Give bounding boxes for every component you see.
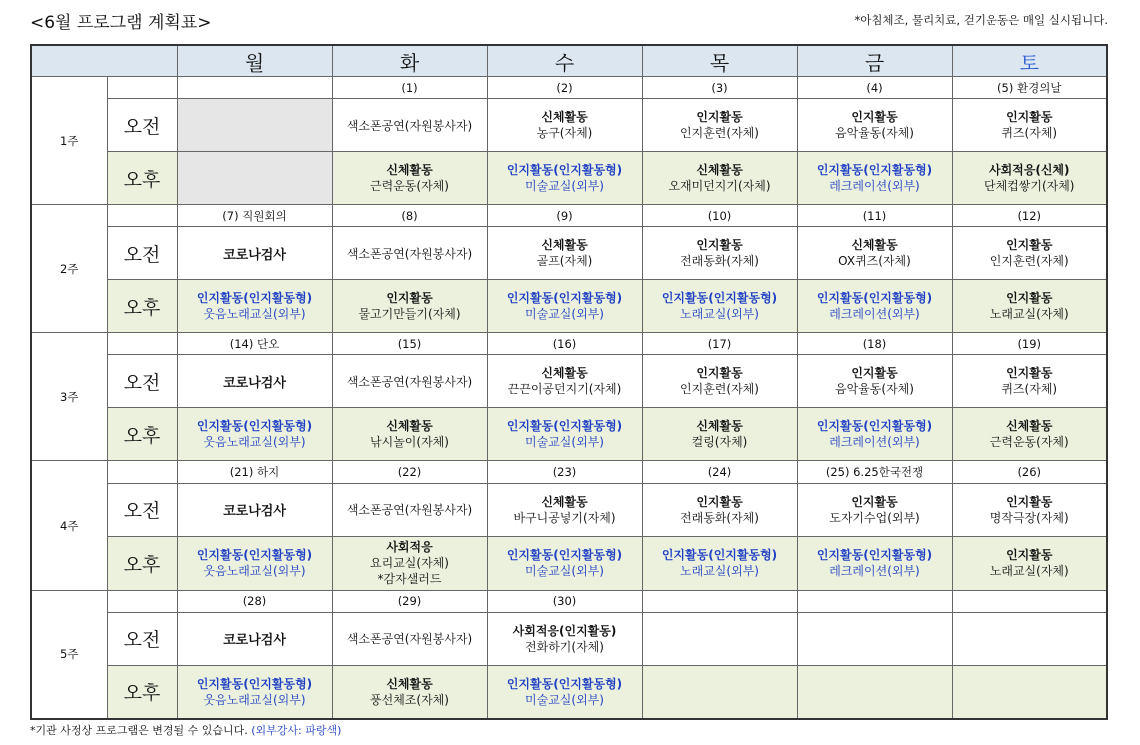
activity-cell — [952, 227, 1107, 280]
date-row-spacer — [107, 590, 177, 612]
morning-row — [31, 99, 1107, 152]
afternoon-row — [31, 152, 1107, 205]
activity-cell — [332, 408, 487, 461]
activity-cell — [642, 665, 797, 719]
week-label: 4주 — [31, 461, 107, 590]
date-cell: (22) — [332, 461, 487, 483]
afternoon-label: 오후 — [107, 280, 177, 333]
activity-cell — [797, 99, 952, 152]
activity-cell — [797, 612, 952, 665]
activity-detail: 전화하기(자체) — [525, 639, 604, 654]
activity-cell — [952, 665, 1107, 719]
date-cell: (18) — [797, 333, 952, 355]
date-cell: (8) — [332, 205, 487, 227]
activity-cell — [177, 408, 332, 461]
activity-detail: 근력운동(자체) — [989, 435, 1069, 450]
activity-detail: 노래교실(자체) — [989, 307, 1069, 322]
week-label: 5주 — [31, 590, 107, 719]
activity-cell — [177, 536, 332, 590]
activity-detail: 웃음노래교실(외부) — [203, 307, 306, 322]
activity-detail: 레크레이션(외부) — [829, 435, 920, 450]
activity-category: 신체활동 — [696, 163, 743, 178]
page-title: <6월 프로그램 계획표> — [30, 13, 212, 33]
date-cell: (15) — [332, 333, 487, 355]
activity-cell — [642, 152, 797, 205]
day-header: 화 — [332, 45, 487, 77]
activity-detail: 끈끈이공던지기(자체) — [507, 382, 622, 397]
activity-detail: 도자기수업(외부) — [829, 510, 920, 525]
date-cell: (28) — [177, 590, 332, 612]
activity-detail: 인지훈련(자체) — [680, 126, 759, 141]
date-cell: (12) — [952, 205, 1107, 227]
activity-category: 신체활동 — [541, 366, 588, 381]
activity-cell — [642, 612, 797, 665]
afternoon-row — [31, 280, 1107, 333]
activity-detail: 농구(자체) — [536, 126, 593, 141]
change-notice — [30, 722, 341, 738]
activity-cell — [642, 536, 797, 590]
activity-category: 신체활동 — [386, 163, 433, 178]
activity-cell — [797, 665, 952, 719]
activity-cell — [487, 227, 642, 280]
activity-category: 신체활동 — [386, 419, 433, 434]
activity-cell — [177, 152, 332, 205]
activity-detail: 미술교실(외부) — [525, 692, 604, 707]
date-cell: (16) — [487, 333, 642, 355]
activity-category: 인지활동(인지활동형) — [196, 291, 313, 306]
activity-detail: 미술교실(외부) — [525, 435, 604, 450]
afternoon-label: 오후 — [107, 152, 177, 205]
activity-cell — [797, 152, 952, 205]
activity-category: 신체활동 — [696, 419, 743, 434]
activity-cell — [797, 227, 952, 280]
activity-detail: 레크레이션(외부) — [829, 564, 920, 579]
activity-cell — [332, 483, 487, 536]
activity-text: 코로나검사 — [223, 633, 286, 649]
date-cell: (10) — [642, 205, 797, 227]
activity-cell — [952, 355, 1107, 408]
activity-category: 인지활동(인지활동형) — [816, 548, 933, 563]
activity-detail: 웃음노래교실(외부) — [203, 435, 306, 450]
morning-label: 오전 — [107, 612, 177, 665]
activity-cell — [487, 665, 642, 719]
activity-detail: 미술교실(외부) — [525, 564, 604, 579]
activity-cell — [487, 483, 642, 536]
activity-cell — [332, 355, 487, 408]
day-header: 금 — [797, 45, 952, 77]
activity-cell — [487, 536, 642, 590]
activity-category: 신체활동 — [541, 494, 588, 509]
activity-detail: OX퀴즈(자체) — [838, 254, 911, 269]
activity-cell — [642, 280, 797, 333]
activity-cell — [797, 280, 952, 333]
morning-label: 오전 — [107, 355, 177, 408]
activity-category: 신체활동 — [1006, 419, 1053, 434]
date-cell: (17) — [642, 333, 797, 355]
date-cell: (11) — [797, 205, 952, 227]
date-cell: (19) — [952, 333, 1107, 355]
activity-detail: 노래교실(자체) — [989, 564, 1069, 579]
activity-cell — [487, 408, 642, 461]
external-instructor-legend: (외부강사: 파랑색) — [251, 724, 342, 737]
date-cell: (9) — [487, 205, 642, 227]
date-cell — [177, 77, 332, 99]
activity-detail: 인지훈련(자체) — [989, 254, 1069, 269]
activity-cell — [332, 227, 487, 280]
activity-category: 사회적응(신체) — [988, 163, 1070, 178]
date-row-spacer — [107, 205, 177, 227]
day-header-saturday: 토 — [952, 45, 1107, 77]
date-cell: (29) — [332, 590, 487, 612]
activity-cell — [642, 227, 797, 280]
date-row — [31, 461, 1107, 483]
activity-cell — [332, 665, 487, 719]
date-cell: (30) — [487, 590, 642, 612]
activity-cell — [332, 612, 487, 665]
morning-label: 오전 — [107, 483, 177, 536]
activity-category: 인지활동(인지활동형) — [661, 548, 778, 563]
activity-detail: 전래동화(자체) — [680, 254, 759, 269]
activity-category: 인지활동 — [696, 110, 743, 125]
date-cell: (25) 6.25한국전쟁 — [797, 461, 952, 483]
activity-detail: 명작극장(자체) — [989, 510, 1069, 525]
date-cell — [952, 590, 1107, 612]
activity-detail: 골프(자체) — [536, 254, 593, 269]
activity-cell — [952, 536, 1107, 590]
activity-detail: 미술교실(외부) — [525, 179, 604, 194]
date-cell: (4) — [797, 77, 952, 99]
activity-category: 인지활동(인지활동형) — [506, 163, 623, 178]
week-label: 2주 — [31, 205, 107, 333]
activity-detail: 레크레이션(외부) — [829, 307, 920, 322]
date-cell: (23) — [487, 461, 642, 483]
activity-note: *감자샐러드 — [377, 572, 442, 587]
date-cell: (26) — [952, 461, 1107, 483]
activity-text: 색소폰공연(자원봉사자) — [346, 503, 473, 518]
activity-category: 인지활동 — [1006, 291, 1053, 306]
activity-cell — [487, 280, 642, 333]
activity-cell — [642, 408, 797, 461]
date-cell: (1) — [332, 77, 487, 99]
daily-activities-note: *아침체조, 물리치료, 걷기운동은 매일 실시됩니다. — [854, 13, 1108, 27]
activity-category: 인지활동 — [1006, 238, 1053, 253]
activity-category: 인지활동 — [1006, 366, 1053, 381]
activity-cell — [797, 483, 952, 536]
afternoon-row — [31, 408, 1107, 461]
day-header: 월 — [177, 45, 332, 77]
morning-label: 오전 — [107, 227, 177, 280]
activity-cell — [952, 408, 1107, 461]
morning-label: 오전 — [107, 99, 177, 152]
date-cell: (21) 하지 — [177, 461, 332, 483]
activity-category: 인지활동 — [1006, 494, 1053, 509]
activity-detail: 오재미던지기(자체) — [668, 179, 771, 194]
activity-text: 색소폰공연(자원봉사자) — [346, 118, 473, 133]
activity-cell — [797, 408, 952, 461]
date-row-spacer — [107, 77, 177, 99]
activity-detail: 미술교실(외부) — [525, 307, 604, 322]
activity-cell — [177, 355, 332, 408]
activity-text: 코로나검사 — [223, 247, 286, 263]
activity-category: 인지활동(인지활동형) — [196, 676, 313, 691]
activity-category: 신체활동 — [386, 676, 433, 691]
date-cell: (2) — [487, 77, 642, 99]
afternoon-row — [31, 536, 1107, 590]
activity-cell — [952, 612, 1107, 665]
activity-cell — [177, 665, 332, 719]
activity-category: 인지활동(인지활동형) — [506, 548, 623, 563]
activity-cell — [332, 99, 487, 152]
morning-row — [31, 483, 1107, 536]
date-cell: (24) — [642, 461, 797, 483]
activity-category: 인지활동(인지활동형) — [661, 291, 778, 306]
activity-text: 색소폰공연(자원봉사자) — [346, 374, 473, 389]
activity-cell — [952, 99, 1107, 152]
afternoon-label: 오후 — [107, 665, 177, 719]
day-header-row — [31, 45, 1107, 77]
activity-category: 사회적응(인지활동) — [512, 623, 617, 638]
activity-detail: 낚시놀이(자체) — [370, 435, 449, 450]
activity-cell — [797, 355, 952, 408]
activity-text: 색소폰공연(자원봉사자) — [346, 632, 473, 647]
activity-text: 색소폰공연(자원봉사자) — [346, 246, 473, 261]
activity-detail: 음악율동(자체) — [835, 382, 914, 397]
activity-detail: 물고기만들기(자체) — [358, 307, 461, 322]
activity-category: 인지활동(인지활동형) — [816, 419, 933, 434]
activity-category: 인지활동 — [1006, 110, 1053, 125]
activity-detail: 컬링(자체) — [691, 435, 748, 450]
activity-cell — [332, 536, 487, 590]
activity-cell — [487, 355, 642, 408]
activity-cell — [177, 99, 332, 152]
activity-cell — [177, 227, 332, 280]
activity-cell — [642, 355, 797, 408]
day-header: 수 — [487, 45, 642, 77]
activity-category: 인지활동 — [1006, 548, 1053, 563]
date-row — [31, 77, 1107, 99]
activity-text: 코로나검사 — [223, 504, 286, 520]
activity-category: 인지활동 — [696, 494, 743, 509]
activity-detail: 풍선체조(자체) — [370, 692, 449, 707]
date-cell: (7) 직원회의 — [177, 205, 332, 227]
activity-detail: 퀴즈(자체) — [1001, 382, 1058, 397]
activity-cell — [797, 536, 952, 590]
date-cell: (14) 단오 — [177, 333, 332, 355]
activity-detail: 바구니공넣기(자체) — [513, 510, 616, 525]
activity-cell — [487, 612, 642, 665]
activity-category: 인지활동(인지활동형) — [506, 676, 623, 691]
activity-category: 인지활동(인지활동형) — [196, 548, 313, 563]
morning-row — [31, 355, 1107, 408]
activity-detail: 인지훈련(자체) — [680, 382, 759, 397]
activity-cell — [177, 280, 332, 333]
date-row — [31, 205, 1107, 227]
activity-category: 인지활동(인지활동형) — [196, 419, 313, 434]
activity-cell — [487, 99, 642, 152]
activity-category: 인지활동 — [851, 494, 898, 509]
activity-category: 신체활동 — [851, 238, 898, 253]
date-row — [31, 333, 1107, 355]
afternoon-label: 오후 — [107, 536, 177, 590]
activity-category: 인지활동(인지활동형) — [816, 163, 933, 178]
schedule-table — [30, 44, 1108, 720]
activity-detail: 퀴즈(자체) — [1001, 126, 1058, 141]
activity-detail: 노래교실(외부) — [680, 307, 759, 322]
date-cell: (5) 환경의날 — [952, 77, 1107, 99]
activity-cell — [332, 280, 487, 333]
activity-cell — [487, 152, 642, 205]
week-label: 3주 — [31, 333, 107, 461]
activity-cell — [952, 483, 1107, 536]
activity-cell — [952, 152, 1107, 205]
corner-header — [31, 45, 177, 77]
morning-row — [31, 227, 1107, 280]
activity-text: 코로나검사 — [223, 375, 286, 391]
activity-detail: 단체컵쌓기(자체) — [983, 179, 1075, 194]
day-header: 목 — [642, 45, 797, 77]
activity-category: 인지활동 — [386, 291, 433, 306]
activity-detail: 근력운동(자체) — [370, 179, 449, 194]
activity-category: 인지활동(인지활동형) — [506, 419, 623, 434]
afternoon-label: 오후 — [107, 408, 177, 461]
activity-category: 인지활동 — [696, 238, 743, 253]
morning-row — [31, 612, 1107, 665]
date-row-spacer — [107, 333, 177, 355]
activity-category: 인지활동 — [851, 110, 898, 125]
activity-category: 신체활동 — [541, 238, 588, 253]
date-cell — [642, 590, 797, 612]
activity-cell — [177, 483, 332, 536]
date-row-spacer — [107, 461, 177, 483]
activity-category: 인지활동 — [851, 366, 898, 381]
activity-cell — [952, 280, 1107, 333]
change-notice-text: *기관 사정상 프로그램은 변경될 수 있습니다. — [30, 724, 248, 737]
activity-detail: 전래동화(자체) — [680, 510, 759, 525]
activity-detail: 레크레이션(외부) — [829, 179, 920, 194]
date-cell: (3) — [642, 77, 797, 99]
date-cell — [797, 590, 952, 612]
activity-cell — [642, 483, 797, 536]
activity-detail: 요리교실(자체) — [370, 556, 449, 571]
activity-detail: 음악율동(자체) — [835, 126, 914, 141]
afternoon-row — [31, 665, 1107, 719]
activity-detail: 웃음노래교실(외부) — [203, 692, 306, 707]
activity-category: 인지활동 — [696, 366, 743, 381]
week-label: 1주 — [31, 77, 107, 205]
activity-cell — [332, 152, 487, 205]
activity-detail: 웃음노래교실(외부) — [203, 564, 306, 579]
activity-category: 인지활동(인지활동형) — [816, 291, 933, 306]
activity-cell — [177, 612, 332, 665]
date-row — [31, 590, 1107, 612]
activity-category: 신체활동 — [541, 110, 588, 125]
activity-cell — [642, 99, 797, 152]
activity-category: 사회적응 — [386, 540, 433, 555]
activity-detail: 노래교실(외부) — [680, 564, 759, 579]
activity-category: 인지활동(인지활동형) — [506, 291, 623, 306]
